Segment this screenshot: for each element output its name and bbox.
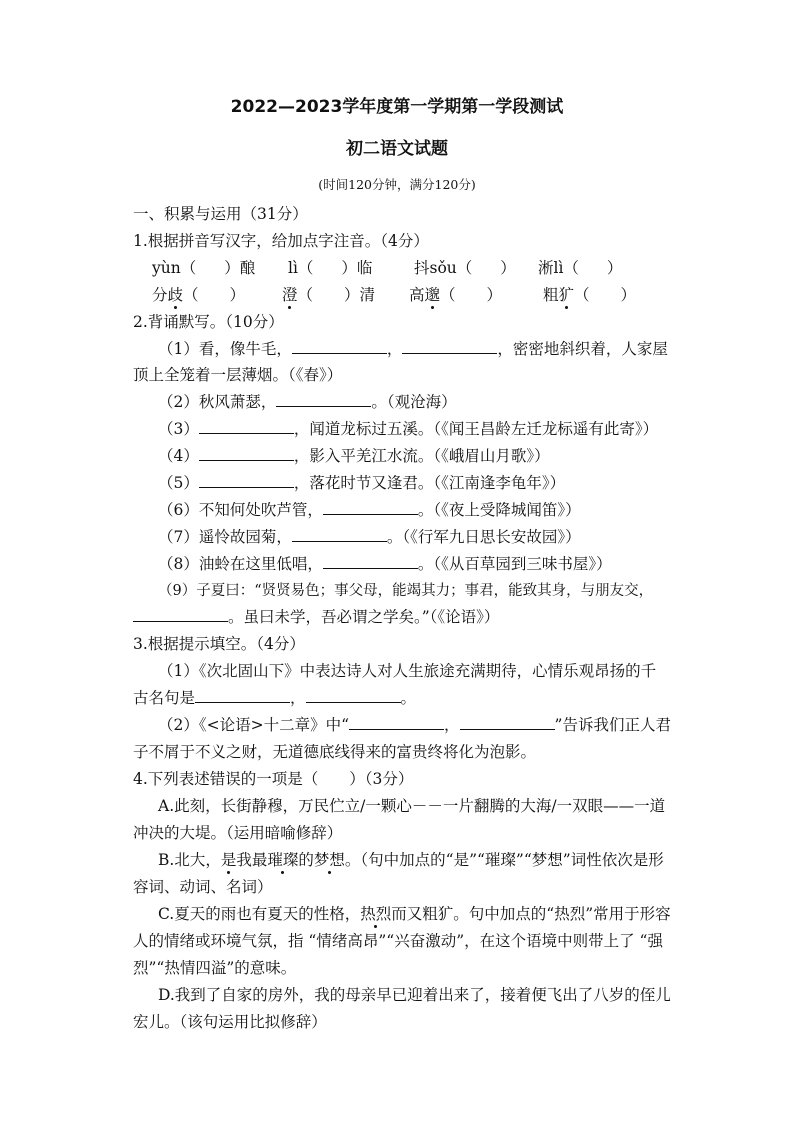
dotted-char-item	[543, 285, 636, 305]
q2-item-4	[158, 446, 550, 466]
line-text: ，	[386, 340, 403, 358]
q2-item-8	[158, 554, 612, 574]
line-text: ，落花时节又逢君。（《江南逢李龟年》）	[293, 474, 566, 492]
answer-blank[interactable]	[195, 688, 290, 703]
pinyin-suffix: ）临	[341, 259, 373, 277]
q2-item-3	[158, 419, 658, 439]
line-text: （1）看，像牛毛，	[158, 340, 292, 358]
exam-subtitle: 初二语文试题	[346, 139, 448, 159]
dotted-char-item	[409, 285, 502, 305]
line-text: ，	[290, 689, 306, 707]
q4-option-a-cont: 冲决的大堤。（运用暗喻修辞）	[133, 824, 343, 842]
line-text: （7）遥怜故园菊，	[158, 528, 292, 546]
q4-option-d-cont: 宏儿。（该句运用比拟修辞）	[133, 1013, 327, 1031]
q4-option-b-cont: 容词、动词、名词）	[133, 878, 273, 896]
dotted-char: 热烈	[360, 905, 392, 923]
line-text: B.北大，	[158, 851, 221, 869]
q3-item-2	[158, 715, 671, 735]
q2-item-9: （9）子夏曰：“贤贤易色；事父母，能竭其力；事君，能致其身，与朋友交，	[158, 583, 654, 599]
dotted-char: 是	[220, 851, 237, 869]
line-text: 的	[298, 851, 314, 869]
char-prefix: 分	[152, 286, 168, 304]
q3-item-1: （1）《次北固山下》中表达诗人对人生旅途充满期待，心情乐观昂扬的千	[158, 662, 657, 680]
pinyin-prefix: yùn（	[152, 259, 197, 277]
q4-option-d: D.我到了自家的房外，我的母亲早已迎着出来了，接着便飞出了八岁的侄儿	[158, 986, 671, 1004]
q4-option-b	[158, 850, 664, 870]
line-text: ，	[444, 716, 460, 734]
line-text: ”告诉我们正人君	[554, 716, 671, 734]
answer-blank[interactable]	[199, 419, 294, 434]
answer-blank[interactable]	[199, 446, 294, 461]
line-text: ，闻道龙标过五溪。（《闻王昌龄左迁龙标遥有此寄》）	[293, 420, 659, 438]
answer-blank[interactable]	[402, 339, 497, 354]
q3-item-1-cont	[133, 688, 416, 708]
q4-option-a: A.此刻，长街静穆，万民伫立/一颗心－－一片翻腾的大海/一双眼——一道	[158, 797, 666, 815]
line-text: （5）	[158, 474, 199, 492]
pinyin-suffix: ）酿	[224, 259, 256, 277]
line-text: （6）不知何处吹芦管，	[158, 501, 323, 519]
pinyin-item	[288, 258, 372, 278]
line-text: C.夏天的雨也有夏天的性格，	[158, 905, 361, 923]
line-text: 。（《行军九日思长安故园》）	[386, 528, 581, 546]
dotted-char-item	[152, 285, 245, 305]
char-suffix: （ ）	[440, 286, 503, 304]
pinyin-prefix: 淅lì（	[538, 259, 579, 277]
pinyin-item	[152, 258, 255, 278]
answer-blank[interactable]	[323, 554, 418, 569]
char-suffix: （ ）	[574, 286, 637, 304]
answer-blank[interactable]	[199, 473, 294, 488]
line-text: （3）	[158, 420, 199, 438]
pinyin-item	[538, 258, 622, 278]
dotted-char: 梦想	[313, 851, 345, 869]
q2-item-7	[158, 527, 581, 547]
q4-option-c-cont2: 烈”“热情四溢”的意味。	[133, 959, 297, 977]
dotted-char-item	[282, 285, 375, 305]
answer-blank[interactable]	[276, 392, 371, 407]
char-suffix: （ ）清	[297, 286, 376, 304]
section-heading: 一、积累与运用（31分）	[133, 205, 308, 223]
char-prefix: 粗	[543, 286, 559, 304]
line-text: 。（《夜上受降城闻笛》）	[417, 501, 581, 519]
dotted-char: 澄	[282, 286, 298, 304]
answer-blank[interactable]	[349, 715, 444, 730]
char-suffix: （ ）	[183, 286, 246, 304]
pinyin-suffix: ）	[500, 259, 516, 277]
line-text: ，密密地斜织着，人家屋	[497, 340, 668, 358]
line-text: 。虽曰未学，吾必谓之学矣。”（《论语》）	[228, 608, 500, 626]
pinyin-suffix: ）	[606, 259, 623, 277]
answer-blank[interactable]	[292, 339, 387, 354]
answer-blank[interactable]	[133, 607, 228, 622]
line-text: 。（观沧海）	[371, 393, 457, 411]
answer-blank[interactable]	[460, 715, 555, 730]
answer-blank[interactable]	[306, 688, 401, 703]
line-text: 而又粗犷。句中加点的“热烈”常用于形容	[391, 905, 671, 923]
q2-item-5	[158, 473, 565, 493]
q2-stem: 2.背诵默写。（10分）	[133, 313, 284, 331]
q2-item-1	[158, 339, 668, 359]
q4-option-c-cont: 人的情绪或环境气氛，指 “情绪高昂”“兴奋激动”，在这个语境中则带上了 “强	[133, 932, 663, 950]
dotted-char: 歧	[167, 286, 184, 304]
line-text: ，影入平羌江水流。（《峨眉山月歌》）	[293, 447, 550, 465]
line-text: （2）秋风萧瑟，	[158, 393, 277, 411]
q1-stem: 1.根据拼音写汉字，给加点字注音。（4分）	[133, 232, 429, 250]
dotted-char: 璀璨	[267, 851, 299, 869]
q4-stem: 4.下列表述错误的一项是（ ）（3分）	[133, 770, 414, 788]
answer-blank[interactable]	[323, 500, 418, 515]
q2-item-1-cont: 顶上全笼着一层薄烟。（《春》）	[133, 366, 343, 384]
char-prefix: 高	[409, 286, 425, 304]
q2-item-9-cont	[133, 607, 499, 627]
pinyin-prefix: 抖sǒu（	[414, 259, 473, 277]
line-text: 古名句是	[133, 689, 196, 707]
q3-item-2-cont: 子不屑于不义之财，无道德底线得来的富贵终将化为泡影。	[133, 743, 537, 761]
q4-option-c	[158, 904, 671, 924]
line-text: （2）《<论语>十二章》中“	[158, 716, 350, 734]
line-text: 。（句中加点的“是”“璀璨”“梦想”词性依次是形	[344, 851, 664, 869]
line-text: 。	[400, 689, 417, 707]
line-text: 我最	[236, 851, 268, 869]
exam-title: 2022—2023学年度第一学期第一学段测试	[230, 97, 564, 117]
line-text: 。（《从百草园到三味书屋》）	[417, 555, 612, 573]
q3-stem: 3.根据提示填空。（4分）	[133, 635, 305, 653]
line-text: （8）油蛉在这里低唱，	[158, 555, 323, 573]
exam-time-note: (时间120分钟，满分120分)	[318, 177, 476, 192]
pinyin-item	[414, 258, 516, 278]
pinyin-prefix: lì（	[288, 259, 314, 277]
q2-item-2	[158, 392, 457, 412]
q2-item-6	[158, 500, 581, 520]
dotted-char: 邈	[424, 286, 441, 304]
line-text: （4）	[158, 447, 199, 465]
dotted-char: 犷	[558, 286, 575, 304]
answer-blank[interactable]	[292, 527, 387, 542]
